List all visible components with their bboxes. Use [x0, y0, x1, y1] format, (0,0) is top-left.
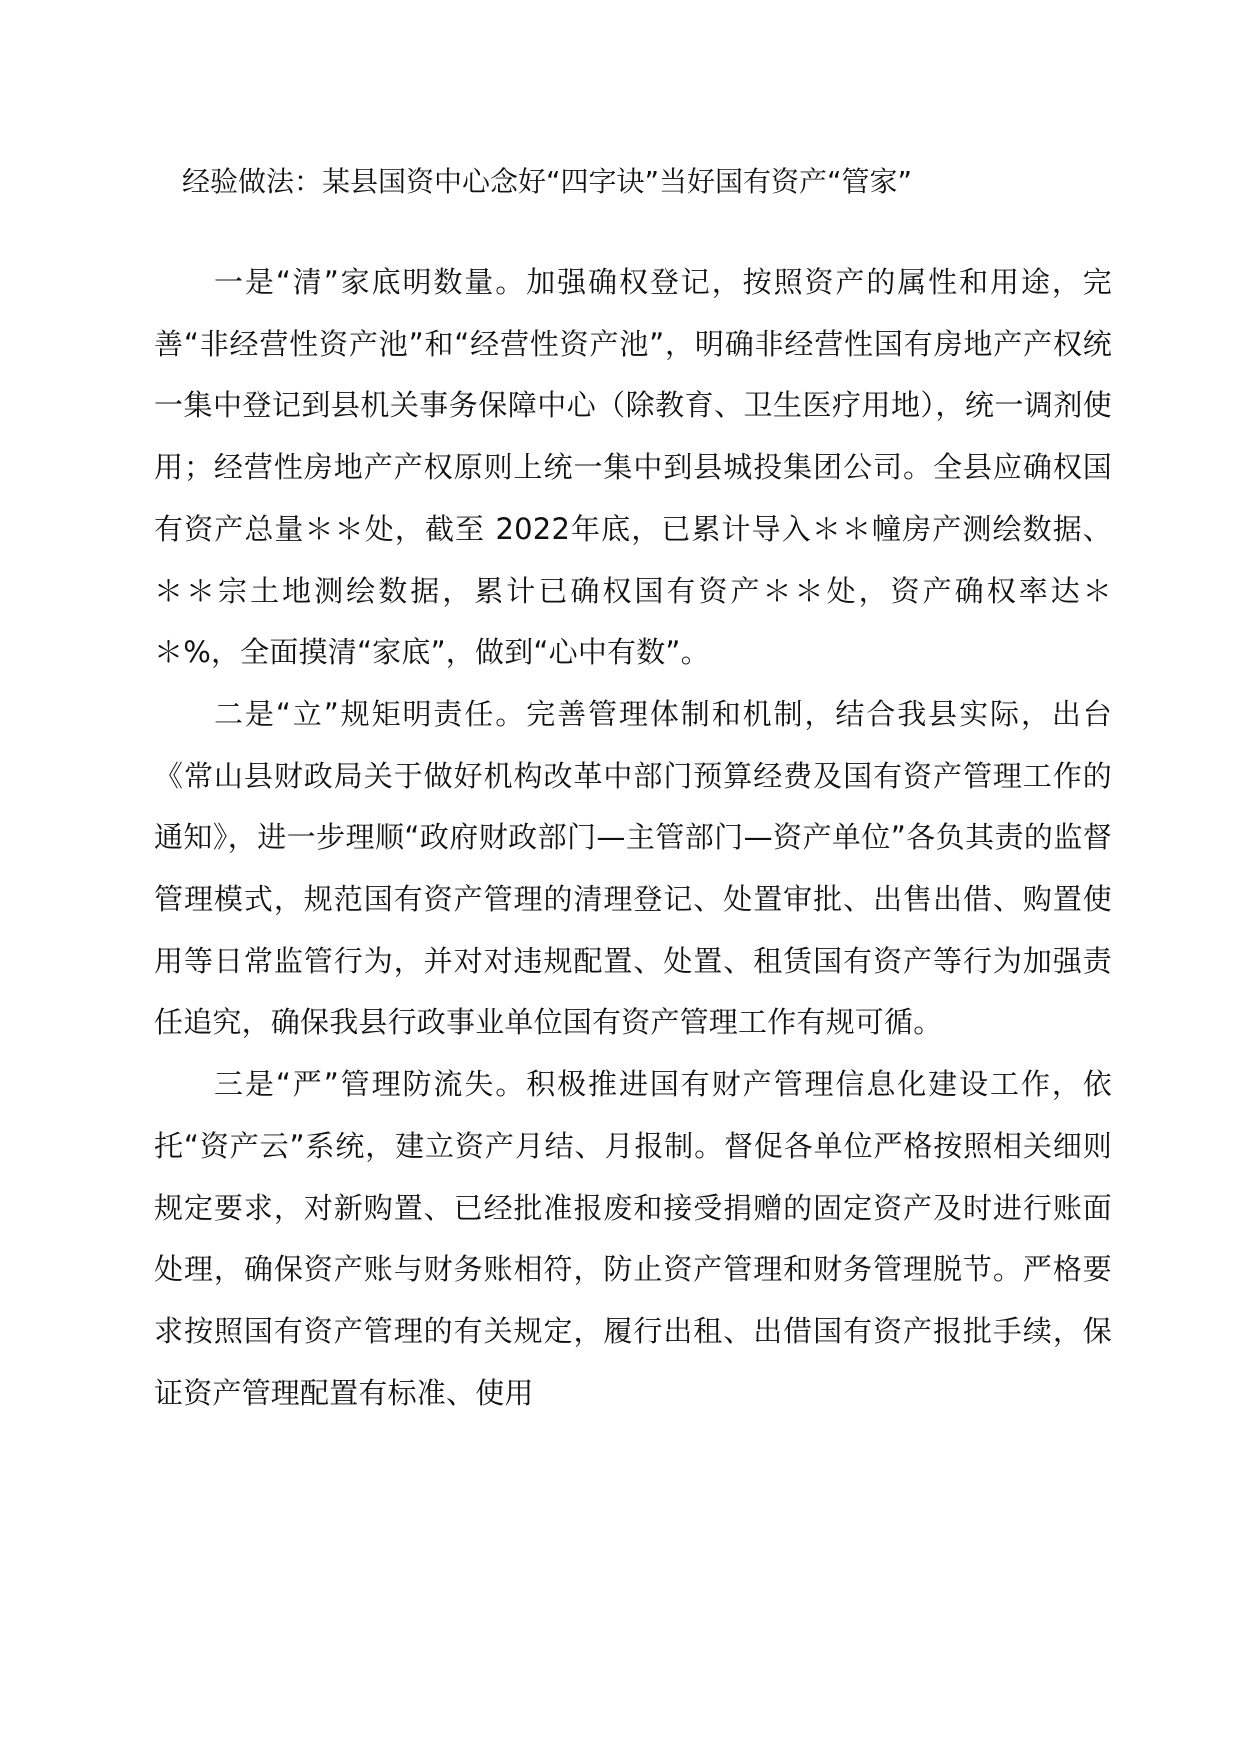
paragraph-yan: 三是“严”管理防流失。积极推进国有财产管理信息化建设工作，依托“资产云”系统，建立资产月结、月报制。督促各单位严格按照相关细则规定要求，对新购置、已经批准报废和接受捐赠的固定资产及时进行账面处理，确保资产账与财务账相符，防止资产管理和财务管理脱节。严格要求按照国有资产管理的有关规定，履行出租、出借国有资产报批手续，保证资产管理配置有标准、使用 [154, 1067, 1112, 1410]
document-title: 经验做法：某县国资中心念好“四字诀”当好国有资产“管家” [182, 165, 913, 198]
paragraph-li: 二是“立”规矩明责任。完善管理体制和机制，结合我县实际，出台《常山县财政局关于做好机构改革中部门预算经费及国有资产管理工作的通知》，进一步理顺“政府财政部门—主管部门—资产单位”各负其责的监督管理模式，规范国有资产管理的清理登记、处置审批、出售出借、购置使用等日常监管行为，并对对违规配置、处置、租赁国有资产等行为加强责任追究，确保我县行政事业单位国有资产管理工作有规可循。 [154, 696, 1112, 1040]
paragraph-qing: 一是“清”家底明数量。加强确权登记，按照资产的属性和用途，完善“非经营性资产池”和“经营性资产池”，明确非经营性国有房地产产权统一集中登记到县机关事务保障中心（除教育、卫生医疗用地），统一调剂使用；经营性房地产产权原则上统一集中到县城投集团公司。全县应确权国有资产总量＊＊处，截至 2022年底，已累计导入＊＊幢房产测绘数据、＊＊宗土地测绘数据，累计已确权国有资产＊＊处，资产确权率达＊＊%，全面摸清“家底”，做到“心中有数”。 [154, 265, 1112, 670]
document-body [154, 252, 1112, 1424]
